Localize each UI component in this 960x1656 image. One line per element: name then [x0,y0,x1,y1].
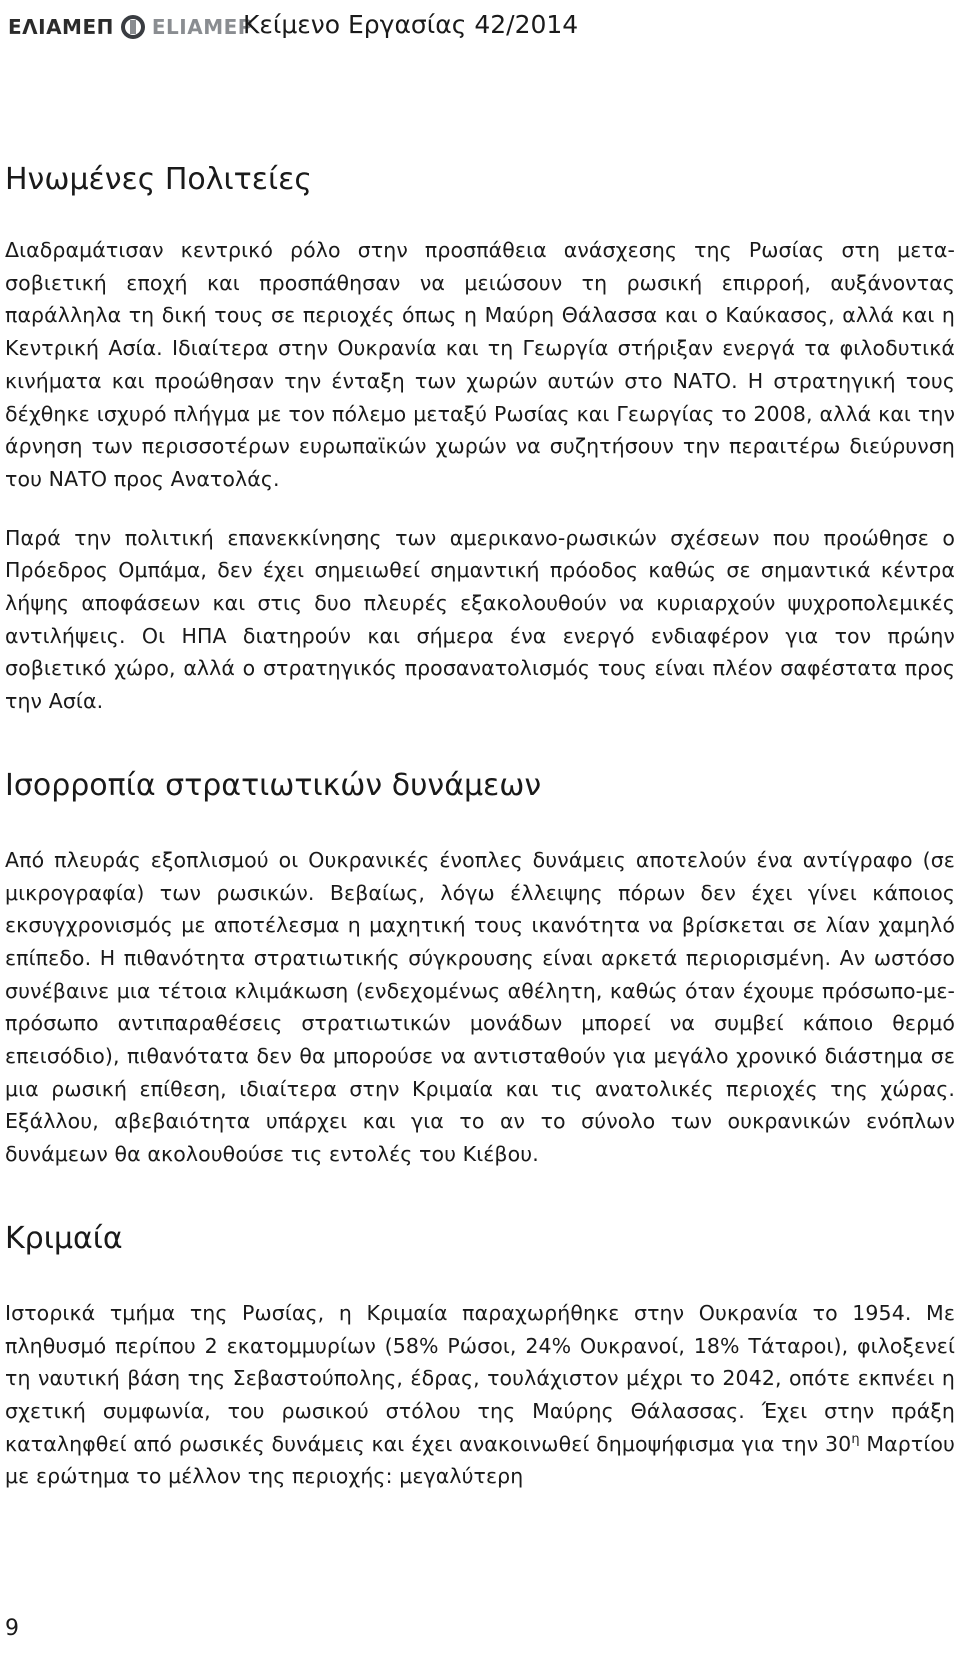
logo-latin-text: ELIAMEP [151,15,253,39]
logo-emblem-icon [120,14,146,40]
section-heading-usa: Ηνωμένες Πολιτείες [5,162,312,197]
paragraph: Διαδραμάτισαν κεντρικό ρόλο στην προσπάθεια ανάσχεσης της Ρωσίας στη μετα-σοβιετική εποχή και προσπάθησαν να μειώσουν τη ρωσική επιρροή, αυξάνοντας παράλληλα τη δική τους σε περιοχές όπως η Μαύρη Θάλασσα και ο Καύκασος, αλλά και η Κεντρική Ασία. Ιδιαίτερα στην Ουκρανία και τη Γεωργία στήριξαν ενεργά τα φιλοδυτικά κινήματα και προώθησαν την ένταξη των χωρών αυτών στο ΝΑΤΟ. Η στρατηγική τους δέχθηκε ισχυρό πλήγμα με τον πόλεμο μεταξύ Ρωσίας και Γεωργίας το 2008, αλλά και την άρνηση των περισσοτέρων ευρωπαϊκών χωρών να συζητήσουν την περαιτέρω διεύρυνση του ΝΑΤΟ προς Ανατολάς. [5,238,955,491]
paragraph [5,1297,955,1493]
logo-greek-text: ΕΛΙΑΜΕΠ [8,15,114,39]
document-body [5,160,955,1493]
paragraph: Παρά την πολιτική επανεκκίνησης των αμερικανο-ρωσικών σχέσεων που προώθησε ο Πρόεδρος Ομπάμα, δεν έχει σημειωθεί σημαντική πρόοδος καθώς σε σημαντικά κέντρα λήψης αποφάσεων και στις δυο πλευρές εξακολουθούν να κυριαρχούν ψυχροπολεμικές αντιλήψεις. Οι ΗΠΑ διατηρούν και σήμερα ένα ενεργό ενδιαφέρον για τον πρώην σοβιετικό χώρο, αλλά ο στρατηγικός προσανατολισμός τους είναι πλέον σαφέστατα προς την Ασία. [5,525,955,714]
paragraph-text: Μαρτίου με ερώτημα το μέλλον της περιοχής: μεγαλύτερη [5,1431,955,1489]
page-header [0,0,960,56]
working-paper-id: Κείμενο Εργασίας 42/2014 [243,10,579,39]
eliamep-logo [8,10,253,44]
paragraph: Από πλευράς εξοπλισμού οι Ουκρανικές ένοπλες δυνάμεις αποτελούν ένα αντίγραφο (σε μικρογραφία) των ρωσικών. Βεβαίως, λόγω έλλειψης πόρων δεν έχει γίνει κάποιος εκσυγχρονισμός με αποτέλεσμα η μαχητική τους ικανότητα να βρίσκεται σε λίαν χαμηλό επίπεδο. Η πιθανότητα στρατιωτικής σύγκρουσης είναι αρκετά περιορισμένη. Αν ωστόσο συνέβαινε μια τέτοια κλιμάκωση (ενδεχομένως αθέλητη, καθώς όταν έχουμε πρόσωπο-με-πρόσωπο αντιπαραθέσεις στρατιωτικών μονάδων μπορεί να συμβεί κάποιο θερμό επεισόδιο), πιθανότατα δεν θα μπορούσε να αντισταθούν για μεγάλο χρονικό διάστημα σε μια ρωσική επίθεση, ιδιαίτερα στην Κριμαία και τις ανατολικές περιοχές της χώρας. Εξάλλου, αβεβαιότητα υπάρχει και για το αν το σύνολο των ουκρανικών ενόπλων δυνάμεων θα ακολουθούσε τις εντολές του Κιέβου. [5,847,955,1167]
section-heading-crimea: Κριμαία [5,1220,123,1256]
page-number: 9 [5,1616,19,1641]
ordinal-superscript: η [851,1431,860,1447]
section-heading-military-balance: Ισορροπία στρατιωτικών δυνάμεων [5,767,542,803]
paragraph-text: Ιστορικά τμήμα της Ρωσίας, η Κριμαία παραχωρήθηκε στην Ουκρανία το 1954. Με πληθυσμό περίπου 2 εκατομμυρίων (58% Ρώσοι, 24% Ουκρανοί, 18% Τάταροι), φιλοξενεί τη ναυτική βάση της Σεβαστούπολης, έδρας, τουλάχιστον μέχρι το 2042, οπότε εκπνέει η σχετική συμφωνία, του ρωσικού στόλου της Μαύρης Θάλασσας. Έχει στην πράξη καταληφθεί από ρωσικές δυνάμεις και έχει ανακοινωθεί δημοψήφισμα για την 30 [5,1300,955,1456]
